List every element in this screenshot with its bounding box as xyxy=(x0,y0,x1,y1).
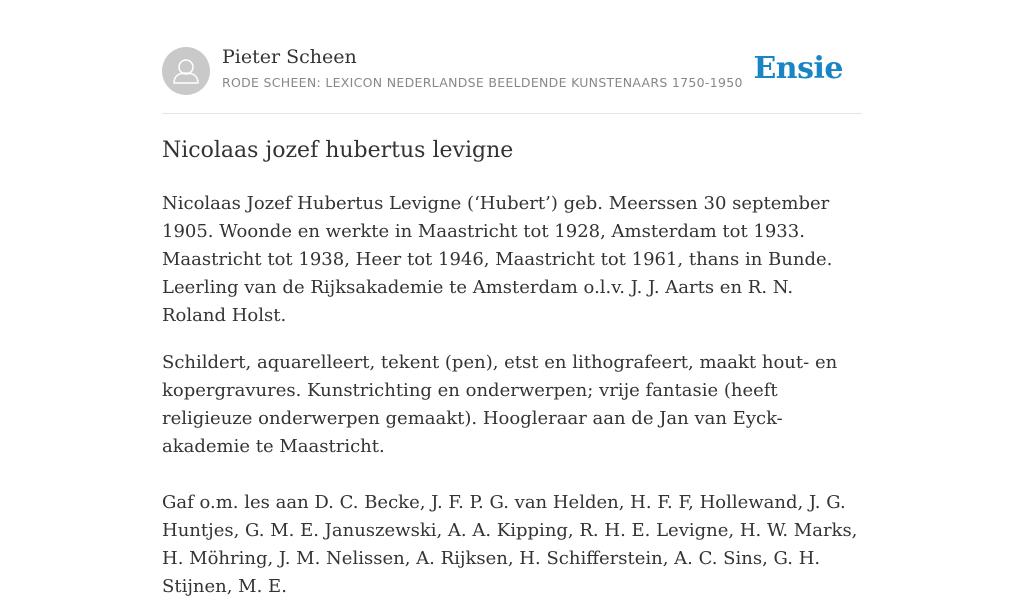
paragraph-2: Schildert, aquarelleert, tekent (pen), etst en lithografeert, maakt hout- en kopergravures. Kunstrichting en onderwerpen; vrije fantasie (heeft religieuze onderwerpen gemaakt). Hoogleraar aan de Jan van Eyck-akademie te Maastricht. xyxy=(162,352,838,457)
header-divider xyxy=(162,113,862,114)
article-body xyxy=(162,190,862,601)
paragraph-1: Nicolaas Jozef Hubertus Levigne (‘Hubert’) geb. Meerssen 30 september 1905. Woonde en werkte in Maastricht tot 1928, Amsterdam tot 1933. Maastricht tot 1938, Heer tot 1946, Maastricht tot 1961, thans in Bunde. Leerling van de Rijksakademie te Amsterdam o.l.v. J. J. Aarts en R. N. Roland Holst. xyxy=(162,193,833,326)
author-name[interactable]: Pieter Scheen xyxy=(222,46,357,68)
user-icon xyxy=(162,47,210,95)
paragraph-3: Gaf o.m. les aan D. C. Becke, J. F. P. G. van Helden, H. F. F, Hollewand, J. G. Huntjes, G. M. E. Januszewski, A. A. Kipping, R. H. E. Levigne, H. W. Marks, H. Möhring, J. M. Nelissen, A. Rijksen, H. Schifferstein, A. C. Sins, G. H. Stijnen, M. E. xyxy=(162,492,858,597)
author-avatar[interactable] xyxy=(162,47,210,95)
source-title[interactable]: RODE SCHEEN: LEXICON NEDERLANDSE BEELDENDE KUNSTENAARS 1750-1950 xyxy=(222,75,743,90)
article-header xyxy=(162,46,862,96)
ensie-logo[interactable]: Ensie xyxy=(753,51,843,86)
page-title: Nicolaas jozef hubertus levigne xyxy=(162,138,514,163)
